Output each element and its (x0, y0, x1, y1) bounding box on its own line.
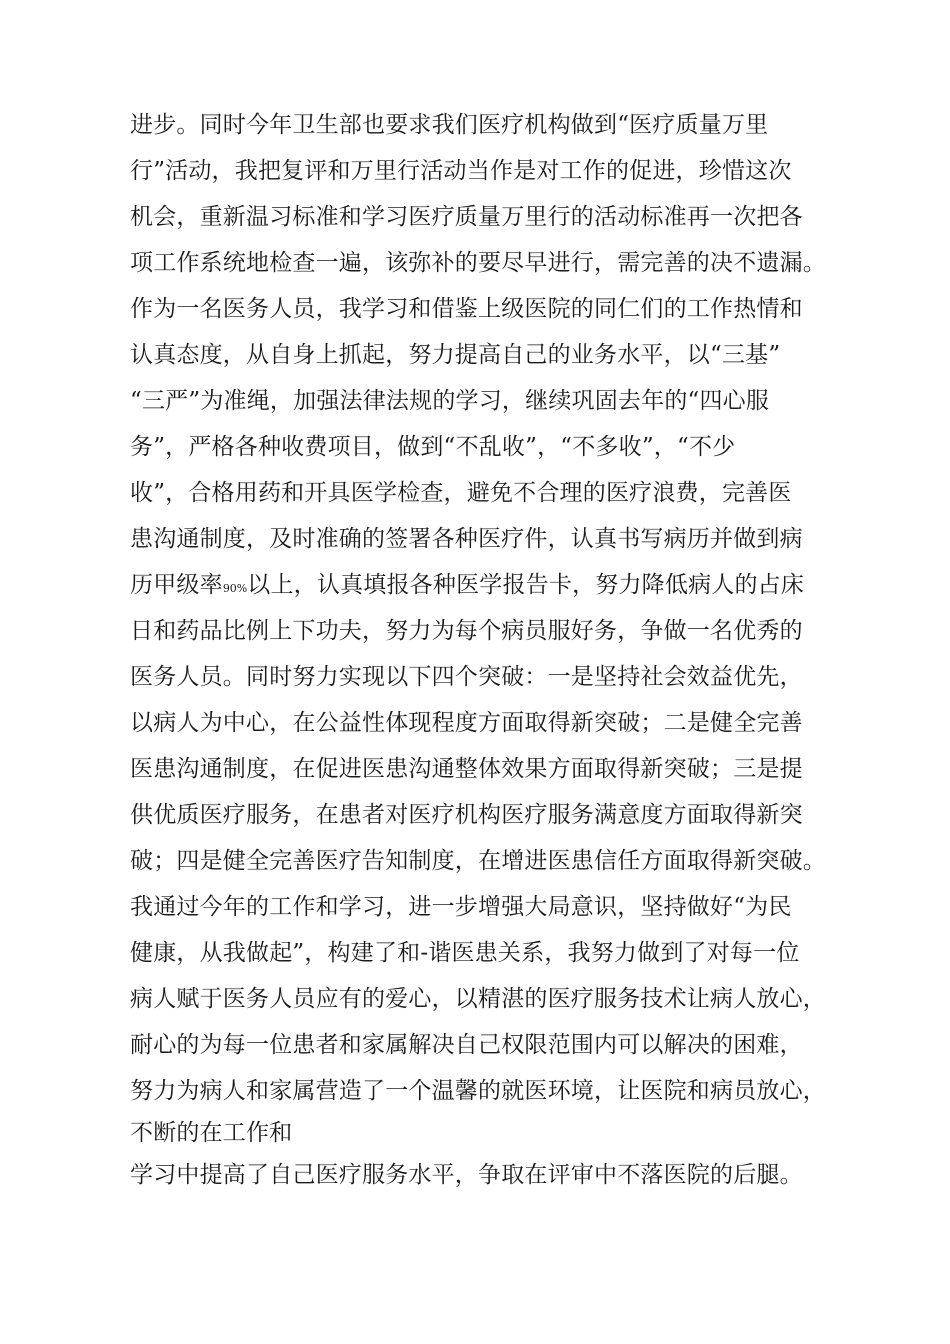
body-text (130, 102, 850, 1198)
text-line: 以病人为中心，在公益性体现程度方面取得新突破；二是健全完善 (130, 710, 803, 736)
text-line: 认真态度，从自身上抓起，努力提高自己的业务水平，以“三基” (130, 342, 781, 368)
percentage-text: 90% (222, 582, 248, 595)
text-line: 务”，严格各种收费项目，做到“不乱收”，“不多收”，“不少 (130, 434, 736, 460)
text-line: “三严”为准绳，加强法律法规的学习，继续巩固去年的“四心服 (130, 388, 770, 414)
text-line: 耐心的为每一位患者和家属解决自己权限范围内可以解决的困难， (130, 1032, 803, 1058)
text-line: 行”活动，我把复评和万里行活动当作是对工作的促进，珍惜这次 (130, 158, 792, 184)
text-line: 努力为病人和家属营造了一个温馨的就医环境，让医院和病员放心， (130, 1078, 826, 1104)
text-line: 病人赋于医务人员应有的爱心，以精湛的医疗服务技术让病人放心， (130, 986, 826, 1012)
text-segment: 历甲级率 (130, 572, 223, 598)
text-line: 日和药品比例上下功夫，努力为每个病员服好务，争做一名优秀的 (130, 618, 803, 644)
text-line: 不断的在工作和 (130, 1120, 293, 1146)
text-line: 医务人员。同时努力实现以下四个突破：一是坚持社会效益优先， (130, 664, 803, 690)
text-segment: 以上，认真填报各种医学报告卡，努力降低病人的占床 (247, 572, 805, 598)
text-line: 医患沟通制度，在促进医患沟通整体效果方面取得新突破；三是提 (130, 756, 803, 782)
text-line: 学习中提高了自己医疗服务水平，争取在评审中不落医院的后腿。 (130, 1162, 803, 1188)
text-line: 破；四是健全完善医疗告知制度，在增进医患信任方面取得新突破。 (130, 848, 826, 874)
text-line: 作为一名医务人员，我学习和借鉴上级医院的同仁们的工作热情和 (130, 296, 803, 322)
text-line: 进步。同时今年卫生部也要求我们医疗机构做到“医疗质量万里 (130, 112, 769, 138)
text-line: 我通过今年的工作和学习，进一步增强大局意识，坚持做好“为民 (130, 894, 792, 920)
text-line: 供优质医疗服务，在患者对医疗机构医疗服务满意度方面取得新突 (130, 802, 803, 828)
text-line: 项工作系统地检查一遍，该弥补的要尽早进行，需完善的决不遗漏。 (130, 250, 826, 276)
text-line: 机会，重新温习标准和学习医疗质量万里行的活动标准再一次把各 (130, 204, 803, 230)
text-line: 患沟通制度，及时准确的签署各种医疗件，认真书写病历并做到病 (130, 526, 803, 552)
text-line: 收”，合格用药和开具医学检查，避免不合理的医疗浪费，完善医 (130, 480, 792, 506)
text-line (130, 562, 850, 608)
text-line: 健康，从我做起”，构建了和-谐医患关系，我努力做到了对每一位 (130, 940, 800, 966)
